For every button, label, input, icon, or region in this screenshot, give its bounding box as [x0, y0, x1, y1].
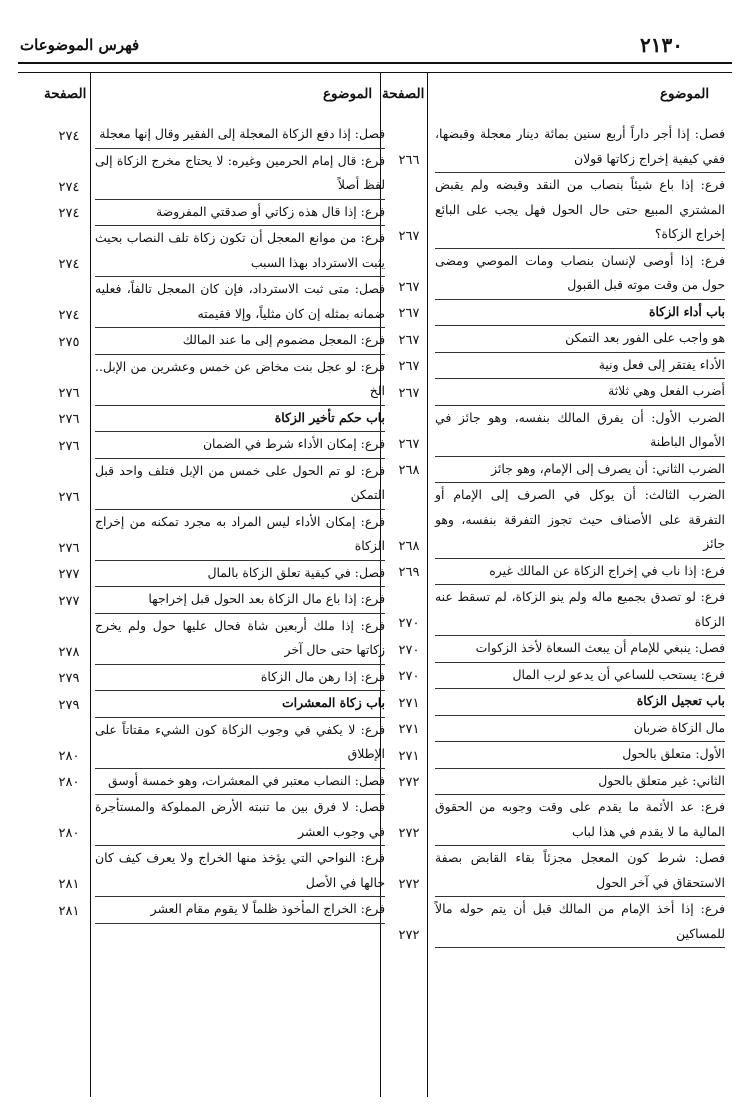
entry-page-number: ٢٧٧: [58, 593, 80, 609]
entry-page-number: ٢٧٤: [58, 179, 80, 195]
page-number: ٢١٣٠: [640, 33, 683, 57]
entry-page-number: ٢٧٢: [398, 877, 420, 892]
entry-page-number: ٢٨٠: [58, 748, 80, 764]
entry-page-number: ٢٧٦: [58, 489, 80, 505]
entry-page-number: ٢٨٠: [58, 775, 80, 790]
entry-title: فرع: لو تصدق بجميع ماله ولم ينو الزكاة، لم تسقط عنه الزكاة: [435, 589, 725, 629]
left-column: [50, 122, 385, 1097]
index-entry: [398, 742, 725, 769]
entry-page-number: ٢٧١: [398, 748, 420, 764]
entry-title: فصل: النصاب معتبر في المعشرات، وهو خمسة أوسق: [107, 772, 385, 788]
entry-title: فرع: إذا ملك أربعين شاة فحال عليها حول ولم يخرج زكاتها حتى حال آخر: [95, 617, 385, 657]
index-entry: [398, 353, 725, 380]
entry-title: باب حكم تأخير الزكاة: [274, 409, 385, 425]
entry-page-number: ٢٦٧: [398, 279, 420, 295]
index-entry: [398, 559, 725, 586]
entry-page-number: ٢٦٧: [398, 385, 420, 401]
entry-title: فرع: يستحب للساعي أن يدعو لرب المال: [512, 666, 725, 682]
index-entry: [58, 769, 385, 796]
entry-page-number: ٢٧٨: [58, 644, 80, 660]
chapter-entry: [398, 300, 725, 327]
index-entry: [58, 432, 385, 459]
index-entry: [398, 483, 725, 559]
right-page-heading: الصفحة: [382, 86, 425, 102]
entry-title: فرع: عد الأئمة ما يقدم على وقت وجوبه من الحقوق المالية ما لا يقدم في هذا لباب: [435, 799, 725, 839]
index-entry: [398, 636, 725, 663]
index-entry: [58, 328, 385, 355]
entry-title: فرع: إذا قال هذه زكاتي أو صدقتي المفروضة: [155, 203, 385, 219]
entry-page-number: ٢٨١: [58, 877, 80, 892]
index-entry: [58, 510, 385, 561]
running-title: فهرس الموضوعات: [20, 36, 140, 54]
entry-title: فرع: إمكان الأداء ليس المراد به مجرد تمكنه من إخراج الزكاة: [95, 513, 385, 553]
index-entry: [398, 846, 725, 897]
entry-title: فرع: لا يكفي في وجوب الزكاة كون الشيء مقتاتاً على الإطلاق: [95, 721, 385, 761]
right-topic-heading: الموضوع: [660, 86, 710, 102]
entry-title: فصل: لا فرق بين ما تنبته الأرض المملوكة والمستأجرة في وجوب العشر: [95, 799, 385, 839]
index-entry: [398, 406, 725, 457]
entry-page-number: ٢٦٧: [398, 332, 420, 348]
entry-title: هو واجب على الفور بعد التمكن: [565, 330, 725, 345]
index-entry: [398, 795, 725, 846]
entry-title: الضرب الثالث: أن يوكل في الصرف إلى الإمام أو التفرقة على الأصناف حيث تجوز التفرقة بنفسه، وهو جائز: [435, 487, 725, 551]
index-entry: [58, 149, 385, 200]
entry-title: فرع: إذا باع مال الزكاة بعد الحول قبل إخراجها: [148, 591, 385, 606]
chapter-entry: [58, 406, 385, 433]
entry-page-number: ٢٧٩: [58, 671, 80, 686]
entry-title: فصل: شرط كون المعجل مجزئاً بقاء القابض بصفة الاستحقاق في آخر الحول: [435, 850, 725, 890]
entry-title: باب أداء الزكاة: [649, 303, 725, 319]
entry-page-number: ٢٧٤: [58, 206, 80, 221]
index-entry: [58, 226, 385, 277]
entry-title: الأداء يفتقر إلى فعل ونية: [598, 356, 725, 372]
index-entry: [58, 795, 385, 846]
entry-page-number: ٢٧٢: [398, 826, 420, 841]
entry-page-number: ٢٧٢: [398, 775, 420, 790]
index-entry: [398, 457, 725, 484]
entry-page-number: ٢٦٧: [398, 306, 420, 321]
index-entry: [398, 585, 725, 636]
entry-title: مال الزكاة ضربان: [633, 719, 725, 735]
entry-title: فرع: إذا أوصى لإنسان بنصاب ومات الموصي ومضى حول من وقت موته قبل القبول: [435, 252, 725, 292]
index-entry: [58, 587, 385, 614]
index-entry: [58, 665, 385, 692]
index-entry: [58, 561, 385, 588]
index-entry: [58, 122, 385, 149]
left-topic-heading: الموضوع: [323, 86, 373, 102]
entry-page-number: ٢٨١: [58, 903, 80, 919]
page-header: [0, 0, 750, 60]
entry-page-number: ٢٦٦: [398, 153, 420, 168]
entry-title: فصل: متى ثبت الاسترداد، فإن كان المعجل تالفاً، فعليه ضمانه بمثله إن كان مثلياً، وإلا فقيمته: [95, 281, 385, 321]
index-entry: [58, 355, 385, 406]
index-entry: [58, 718, 385, 769]
header-rule: [18, 62, 732, 64]
entry-title: باب تعجيل الزكاة: [636, 693, 725, 708]
index-entry: [398, 769, 725, 796]
entry-page-number: ٢٦٧: [398, 436, 420, 452]
entry-title: فصل: إذا دفع الزكاة المعجلة إلى الفقير وقال إنها معجلة: [99, 126, 385, 141]
entry-title: فصل: في كيفية تعلق الزكاة بالمال: [207, 564, 385, 580]
index-entry: [58, 459, 385, 510]
entry-page-number: ٢٧٦: [58, 540, 80, 556]
entry-title: فرع: إذا ناب في إخراج الزكاة عن المالك غيره: [489, 562, 725, 578]
entry-title: فرع: لو عجل بنت مخاض عن خمس وعشرين من الإبل.. الخ: [95, 358, 385, 398]
entry-page-number: ٢٧١: [398, 722, 420, 737]
entry-page-number: ٢٧٢: [398, 928, 420, 943]
entry-title: الأول: متعلق بالحول: [622, 746, 725, 761]
entry-title: فرع: إمكان الأداء شرط في الضمان: [202, 436, 385, 451]
right-column: [390, 122, 725, 1097]
entry-page-number: ٢٧٠: [398, 616, 420, 631]
index-entry: [58, 200, 385, 227]
entry-title: فصل: ينبغي للإمام أن يبعث السعاة لأخذ الزكوات: [475, 640, 725, 655]
entry-title: الثاني: غير متعلق بالحول: [598, 772, 725, 788]
left-page-heading: الصفحة: [44, 86, 87, 102]
index-entry: [398, 122, 725, 173]
index-entry: [398, 173, 725, 249]
entry-title: فرع: المعجل مضموم إلى ما عند المالك: [182, 332, 385, 347]
entry-title: أضرب الفعل وهي ثلاثة: [608, 383, 725, 398]
entry-page-number: ٢٧٩: [58, 697, 80, 713]
entry-title: باب زكاة المعشرات: [281, 695, 385, 710]
entry-title: فرع: من موانع المعجل أن تكون زكاة تلف النصاب بحيث يثبت الاسترداد بهذا السبب: [95, 230, 385, 270]
entry-title: الضرب الثاني: أن يصرف إلى الإمام، وهو جائز: [491, 460, 725, 476]
header-rule-thin: [18, 72, 732, 73]
entry-page-number: ٢٦٨: [398, 463, 420, 478]
entry-title: فرع: إذا باع شيئاً بنصاب من النقد وقبضه ولم يقبض المشتري المبيع حتى حال الحول فهل يجب على البائع إخراج الزكاة؟: [435, 177, 725, 241]
entry-title: فرع: النواحي التي يؤخذ منها الخراج ولا يعرف كيف كان حالها في الأصل: [95, 850, 385, 890]
index-entry: [58, 277, 385, 328]
entry-title: فرع: قال إمام الحرمين وغيره: لا يحتاج مخرج الزكاة إلى لفظ أصلاً: [95, 152, 385, 192]
index-entry: [398, 326, 725, 353]
entry-page-number: ٢٦٧: [398, 359, 420, 374]
entry-title: فصل: إذا أجر داراً أربع سنين بمائة دينار معجلة وقبضها، ففي كيفية إخراج زكاتها قولان: [435, 126, 725, 166]
entry-title: فرع: لو تم الحول على خمس من الإبل فتلف واحد قبل التمكن: [95, 462, 385, 502]
entry-page-number: ٢٧٤: [58, 128, 80, 144]
index-entry: [398, 663, 725, 690]
entry-page-number: ٢٦٨: [398, 538, 420, 554]
entry-page-number: ٢٨٠: [58, 826, 80, 841]
index-entry: [398, 249, 725, 300]
entry-page-number: ٢٧٦: [58, 412, 80, 427]
index-entry: [58, 846, 385, 897]
chapter-entry: [398, 689, 725, 716]
entry-title: فرع: إذا أخذ الإمام من المالك قبل أن يتم حوله مالاً للمساكين: [435, 901, 725, 941]
index-entry: [58, 897, 385, 924]
entry-title: الضرب الأول: أن يفرق المالك بنفسه، وهو جائز في الأموال الباطنة: [435, 409, 725, 449]
entry-page-number: ٢٧٤: [58, 257, 80, 272]
entry-title: فرع: إذا رهن مال الزكاة: [260, 668, 385, 684]
entry-page-number: ٢٧١: [398, 695, 420, 711]
chapter-entry: [58, 691, 385, 718]
entry-page-number: ٢٧٠: [398, 642, 420, 658]
index-entry: [398, 379, 725, 406]
entry-page-number: ٢٧٠: [398, 669, 420, 684]
entry-page-number: ٢٦٩: [398, 565, 420, 580]
entry-page-number: ٢٦٧: [398, 228, 420, 244]
entry-page-number: ٢٧٥: [58, 334, 80, 350]
entry-title: فرع: الخراج المأخوذ ظلماً لا يقوم مقام العشر: [150, 901, 385, 916]
entry-page-number: ٢٧٤: [58, 308, 80, 323]
entry-page-number: ٢٧٦: [58, 385, 80, 401]
index-entry: [58, 614, 385, 665]
entry-page-number: ٢٧٦: [58, 438, 80, 454]
index-entry: [398, 716, 725, 743]
entry-page-number: ٢٧٧: [58, 567, 80, 582]
index-entry: [398, 897, 725, 948]
